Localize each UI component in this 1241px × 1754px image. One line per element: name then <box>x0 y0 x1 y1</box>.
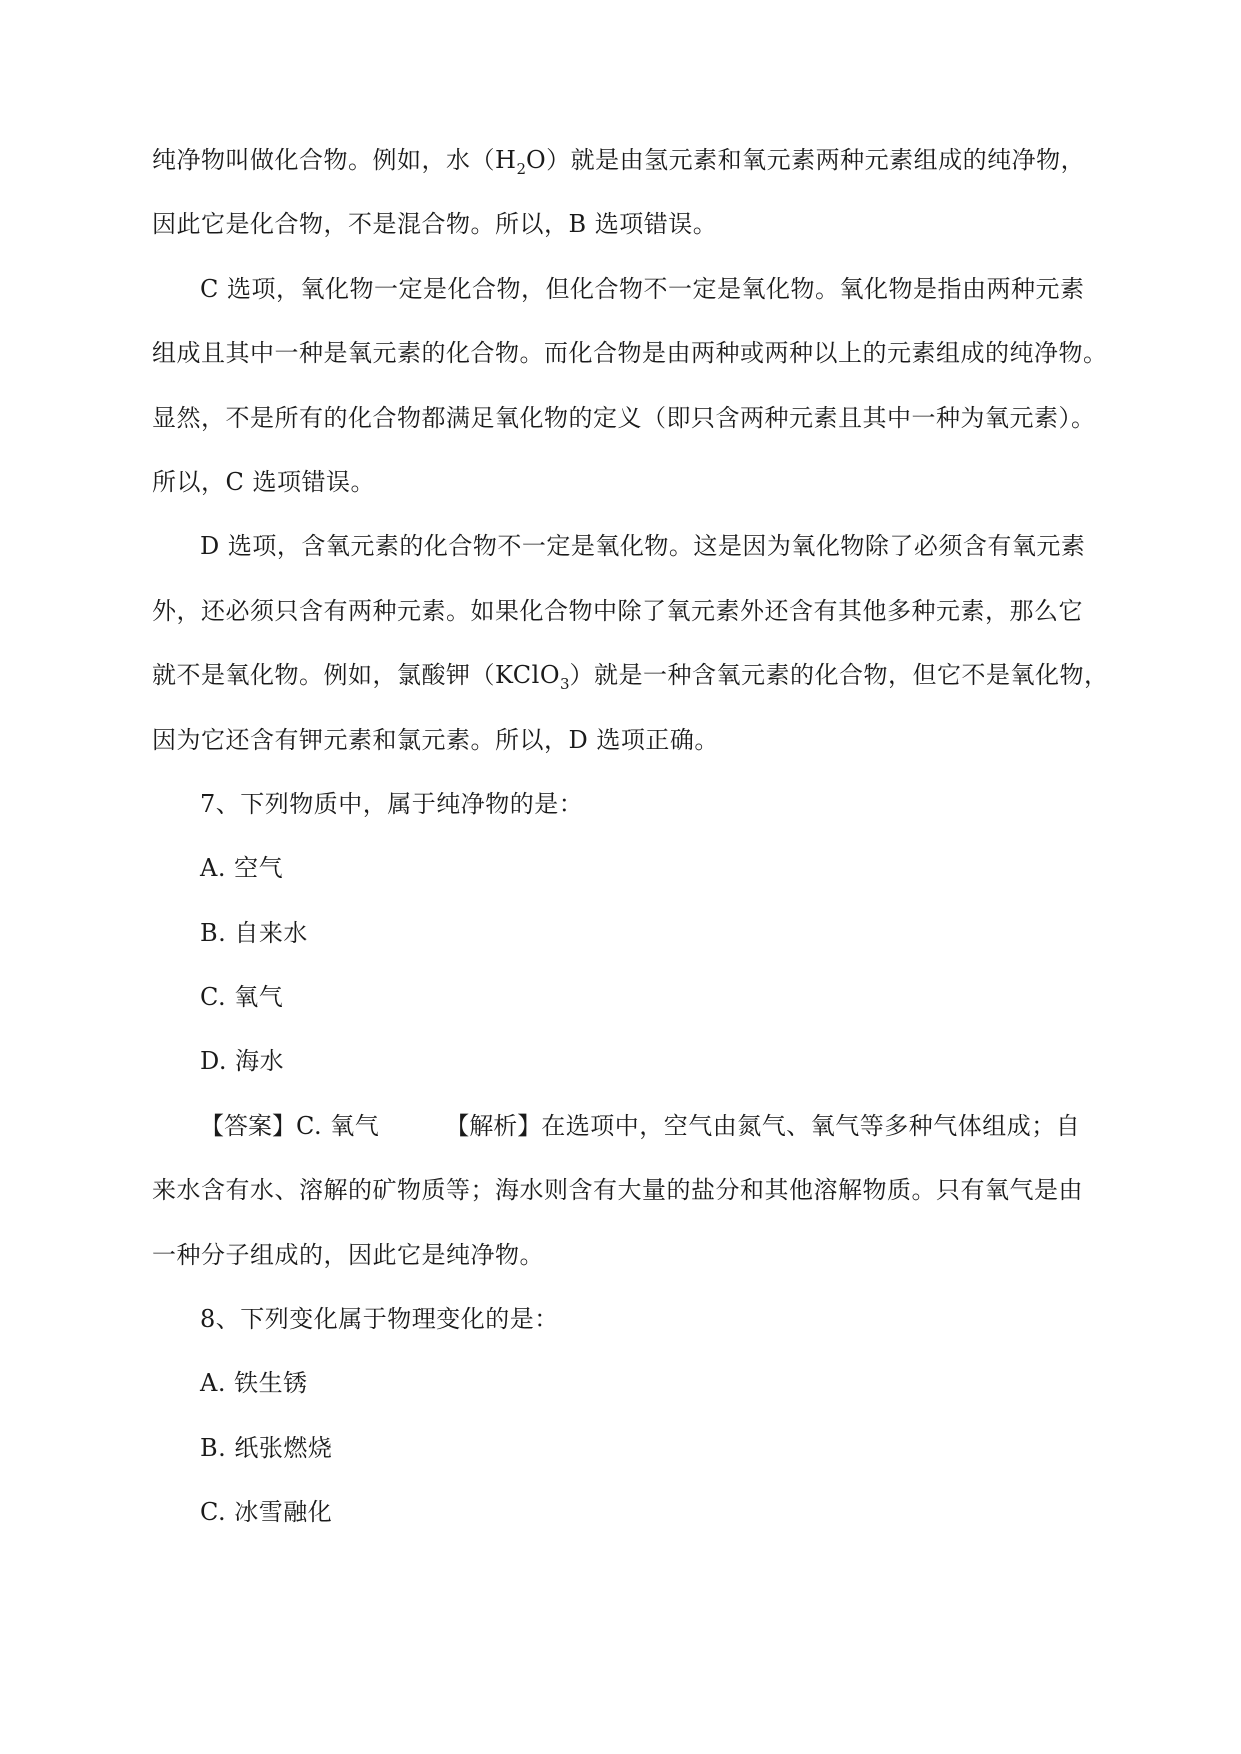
paragraph-line: 所以，C 选项错误。 <box>152 467 375 496</box>
paragraph-line: 因此它是化合物，不是混合物。所以，B 选项错误。 <box>152 210 718 239</box>
question-stem: 7、下列物质中，属于纯净物的是： <box>200 789 584 818</box>
option-a: A. 空气 <box>200 854 284 883</box>
text-run: O）就是由氢元素和氧元素两种元素组成的纯净物， <box>525 146 1086 174</box>
text-run: 纯净物叫做化合物。例如，水（H <box>152 146 517 174</box>
analysis-line: 来水含有水、溶解的矿物质等；海水则含有大量的盐分和其他溶解物质。只有氧气是由 <box>152 1176 1083 1205</box>
paragraph-line: 显然，不是所有的化合物都满足氧化物的定义（即只含两种元素且其中一种为氧元素）。 <box>152 403 1096 432</box>
paragraph-line: 外，还必须只含有两种元素。如果化合物中除了氧元素外还含有其他多种元素，那么它 <box>152 596 1083 625</box>
document-page <box>152 128 1109 1545</box>
option-b: B. 纸张燃烧 <box>200 1433 333 1462</box>
option-c: C. 冰雪融化 <box>200 1498 333 1527</box>
paragraph-line: D 选项，含氧元素的化合物不一定是氧化物。这是因为氧化物除了必须含有氧元素 <box>200 532 1086 561</box>
option-b: B. 自来水 <box>200 918 308 947</box>
subscript: 2 <box>516 160 526 178</box>
answer-value: C. 氧气 <box>296 1111 380 1140</box>
option-d: D. 海水 <box>200 1047 285 1076</box>
text-run: 就不是氧化物。例如，氯酸钾（KClO <box>152 661 560 690</box>
subscript: 3 <box>560 675 570 694</box>
question-stem: 8、下列变化属于物理变化的是： <box>200 1305 559 1334</box>
answer-label: 【答案】 <box>200 1111 296 1140</box>
analysis-text: 在选项中，空气由氮气、氧气等多种气体组成；自 <box>541 1111 1081 1140</box>
text-run: ）就是一种含氧元素的化合物，但它不是氧化物， <box>569 661 1109 690</box>
answer-line <box>152 1094 1092 1158</box>
analysis-line: 一种分子组成的，因此它是纯净物。 <box>152 1240 544 1269</box>
option-c: C. 氧气 <box>200 983 284 1012</box>
analysis-label: 【解析】 <box>445 1111 542 1140</box>
option-a: A. 铁生锈 <box>200 1369 308 1398</box>
paragraph-line: C 选项，氧化物一定是化合物，但化合物不一定是氧化物。氧化物是指由两种元素 <box>200 274 1085 303</box>
paragraph-line: 因为它还含有钾元素和氯元素。所以，D 选项正确。 <box>152 725 719 754</box>
paragraph-line: 组成且其中一种是氧元素的化合物。而化合物是由两种或两种以上的元素组成的纯净物。 <box>152 339 1108 368</box>
paragraph-line <box>152 643 1109 707</box>
paragraph-line <box>152 128 1092 192</box>
